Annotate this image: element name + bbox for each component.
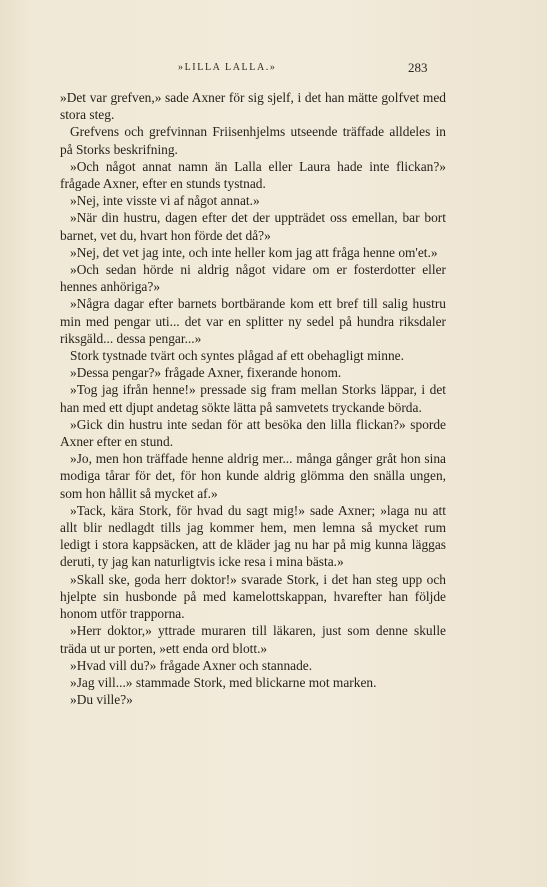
paragraph: Stork tystnade tvärt och syntes plågad af ett obehagligt minne. xyxy=(70,348,404,364)
paragraph: »Nej, inte visste vi af något annat.» xyxy=(70,193,260,209)
paragraph: »Dessa pengar?» frågade Axner, fixerande honom. xyxy=(70,365,342,381)
paragraph: »Nej, det vet jag inte, och inte heller kom jag att fråga henne om'et.» xyxy=(70,244,438,260)
paragraph: »Det var grefven,» sade Axner för sig sjelf, i det han mätte golfvet med stora steg. xyxy=(60,90,446,123)
page-number: 283 xyxy=(408,60,428,75)
paragraph: »När din hustru, dagen efter det der uppträdet oss emellan, bar bort barnet, vet du, hvart hon förde det då?» xyxy=(60,210,446,243)
paragraph: »Du ville?» xyxy=(70,692,133,708)
paragraph: »Några dagar efter barnets bortbärande kom ett bref till salig hustru min med pengar uti... det var en splitter ny sedel på hundra riksdaler riksgäld... dessa pengar...» xyxy=(60,296,446,346)
paragraph: »Och något annat namn än Lalla eller Laura hade inte flickan?» frågade Axner, efter en stunds tystnad. xyxy=(60,158,446,192)
paragraph: »Herr doktor,» yttrade muraren till läkaren, just som denne skulle träda ut ur porten, »ett enda ord blott.» xyxy=(60,623,446,656)
paragraph: »Skall ske, goda herr doktor!» svarade Stork, i det han steg upp och hjelpte sin husbonde på med kamelottskappan, hvarefter han följde honom utför trapporna. xyxy=(60,571,446,622)
paragraph: »Och sedan hörde ni aldrig något vidare om er fosterdotter eller hennes anhöriga?» xyxy=(60,262,446,295)
paragraph: »Tack, kära Stork, för hvad du sagt mig!» sade Axner; »laga nu att allt blir nedlagdt tills jag kommer hem, men lemna så mycket rum ledigt i stora kappsäcken, att de kläder jag nu har på mig kunna läggas deruti, ty jag kan naturligtvis icke resa i mina bästa.» xyxy=(60,502,446,570)
paragraph: »Jo, men hon träffade henne aldrig mer... många gånger gråt hon sina modiga tårar för det, för hon kunde aldrig glömma den snälla ungen, som hon hållit så mycket af.» xyxy=(60,451,446,501)
paragraph: »Jag vill...» stammade Stork, med blickarne mot marken. xyxy=(70,674,377,690)
paragraph: »Tog jag ifrån henne!» pressade sig fram mellan Storks läppar, i det han med ett djupt andetag sökte lätta på samvetets tryckande börda. xyxy=(60,382,446,415)
page-header xyxy=(58,60,438,78)
body-text xyxy=(60,89,446,708)
running-title: »LILLA LALLA.» xyxy=(178,62,277,73)
paragraph: »Gick din hustru inte sedan för att besöka den lilla flickan?» sporde Axner efter en stund. xyxy=(60,416,446,450)
paragraph: Grefvens och grefvinnan Friisenhjelms utseende träffade alldeles in på Storks beskrifning. xyxy=(60,124,446,157)
paragraph: »Hvad vill du?» frågade Axner och stannade. xyxy=(70,657,313,673)
